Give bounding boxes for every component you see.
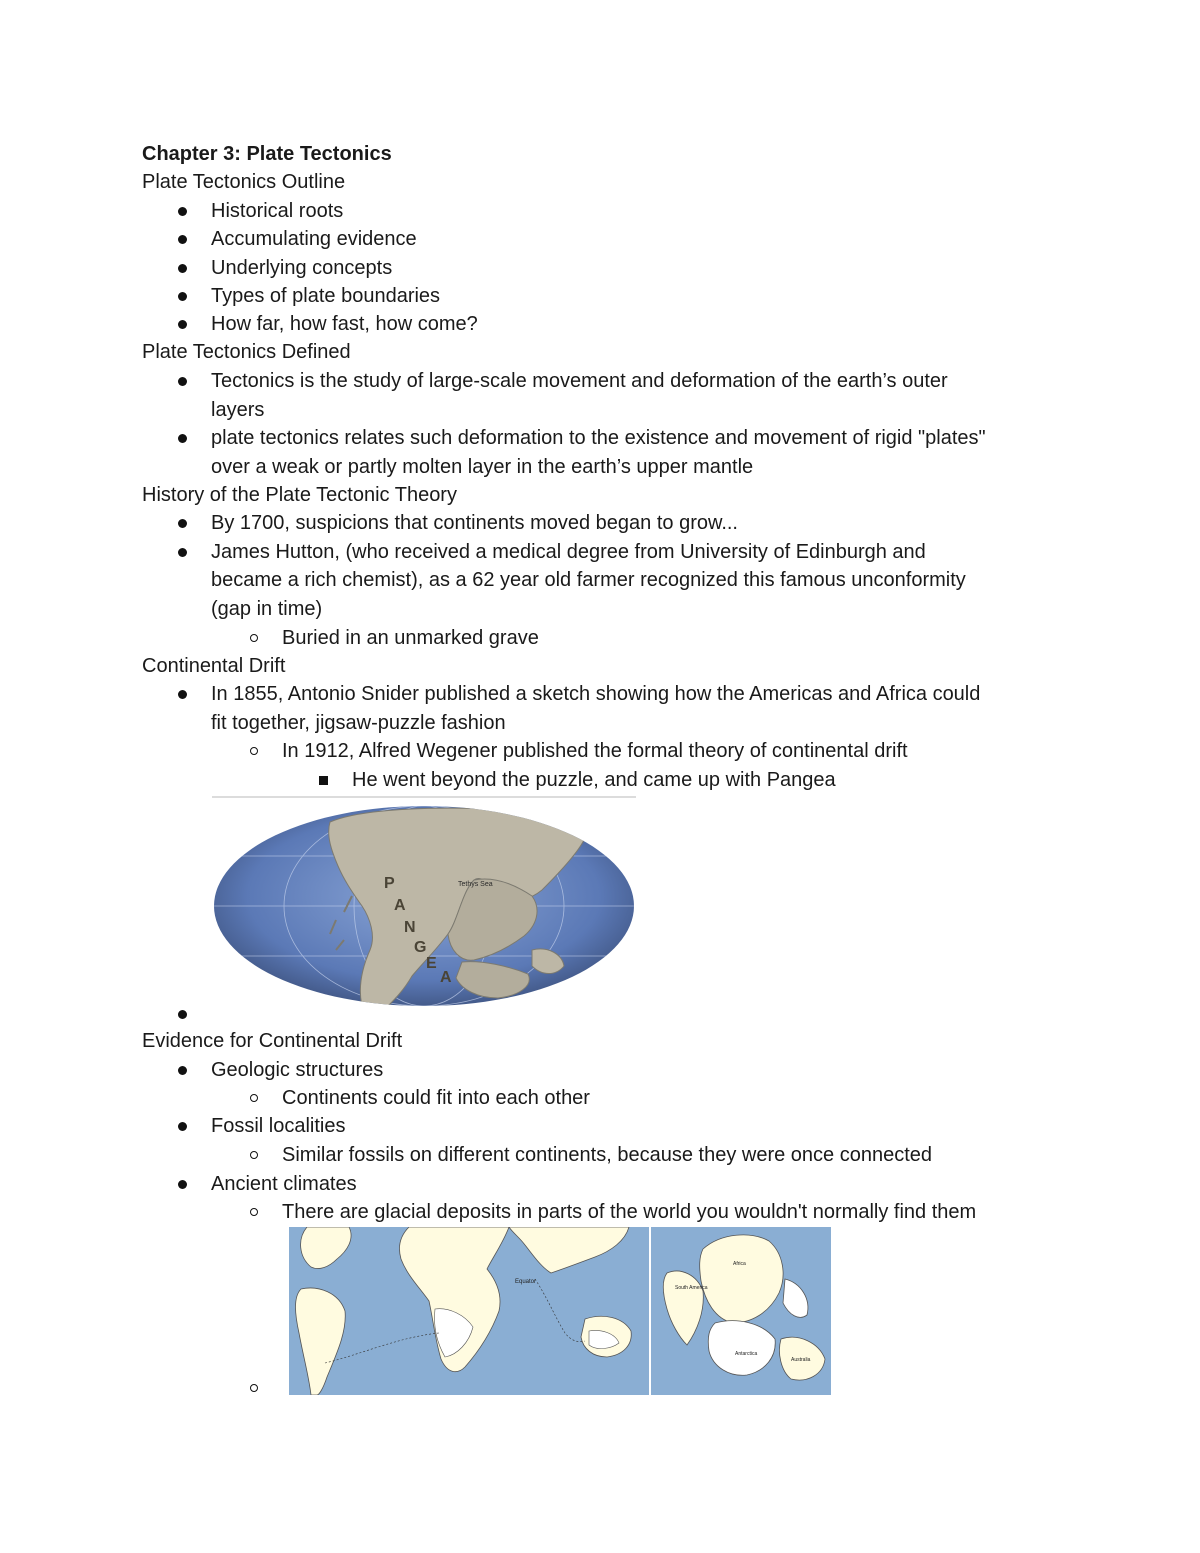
bullet-icon bbox=[178, 264, 187, 273]
sub-bullet-icon bbox=[250, 747, 258, 755]
bullet-icon bbox=[178, 434, 187, 443]
africa-label: Africa bbox=[733, 1261, 746, 1267]
equator-label: Equator bbox=[515, 1279, 537, 1285]
bullet-icon bbox=[178, 690, 187, 699]
antarctica-label: Antarctica bbox=[735, 1351, 758, 1357]
bullet-icon bbox=[178, 207, 187, 216]
section-heading-drift: Continental Drift bbox=[142, 655, 286, 677]
sub-bullet-icon bbox=[250, 634, 258, 642]
pangea-letter: G bbox=[414, 939, 427, 956]
bullet-icon bbox=[178, 519, 187, 528]
drift-item-1-line-2: fit together, jigsaw-puzzle fashion bbox=[211, 712, 506, 734]
sub-bullet-icon bbox=[250, 1384, 258, 1392]
bullet-icon bbox=[178, 1010, 187, 1019]
section-heading-history: History of the Plate Tectonic Theory bbox=[142, 484, 457, 506]
bullet-icon bbox=[178, 377, 187, 386]
outline-item: Accumulating evidence bbox=[211, 228, 417, 250]
evidence-item-1: Geologic structures bbox=[211, 1059, 384, 1081]
sub-bullet-icon bbox=[250, 1208, 258, 1216]
glacial-deposits-world-map bbox=[289, 1227, 649, 1395]
history-item-1: By 1700, suspicions that continents moved began to grow... bbox=[211, 512, 738, 534]
defined-item-2-line-2: over a weak or partly molten layer in the earth’s upper mantle bbox=[211, 456, 754, 478]
south-america-label: South America bbox=[675, 1285, 708, 1291]
history-item-2-line-3: (gap in time) bbox=[211, 598, 323, 620]
section-heading-defined: Plate Tectonics Defined bbox=[142, 341, 351, 363]
evidence-item-3: Ancient climates bbox=[211, 1173, 357, 1195]
outline-item: Underlying concepts bbox=[211, 257, 393, 279]
evidence-item-2: Fossil localities bbox=[211, 1115, 346, 1137]
pangea-map-image bbox=[212, 800, 636, 1006]
defined-item-1-line-2: layers bbox=[211, 399, 265, 421]
bullet-icon bbox=[178, 548, 187, 557]
drift-sub-item: In 1912, Alfred Wegener published the formal theory of continental drift bbox=[282, 740, 908, 762]
bullet-icon bbox=[178, 1180, 187, 1189]
pangea-letter: E bbox=[426, 955, 437, 972]
evidence-item-1-sub: Continents could fit into each other bbox=[282, 1087, 590, 1109]
defined-item-2-line-1: plate tectonics relates such deformation to the existence and movement of rigid "plates" bbox=[211, 427, 986, 449]
figure-divider bbox=[212, 796, 636, 798]
sub-bullet-icon bbox=[250, 1094, 258, 1102]
australia-label: Australia bbox=[791, 1357, 811, 1363]
drift-item-1-line-1: In 1855, Antonio Snider published a sketch showing how the Americas and Africa could bbox=[211, 683, 981, 705]
chapter-title: Chapter 3: Plate Tectonics bbox=[142, 143, 392, 165]
outline-item: Historical roots bbox=[211, 200, 344, 222]
tethys-sea-label: Tethys Sea bbox=[458, 881, 493, 888]
bullet-icon bbox=[178, 292, 187, 301]
drift-sub-sub-item: He went beyond the puzzle, and came up with Pangea bbox=[352, 769, 836, 791]
section-heading-evidence: Evidence for Continental Drift bbox=[142, 1030, 403, 1052]
history-item-2-line-1: James Hutton, (who received a medical degree from University of Edinburgh and bbox=[211, 541, 926, 563]
bullet-icon bbox=[178, 320, 187, 329]
defined-item-1-line-1: Tectonics is the study of large-scale movement and deformation of the earth’s outer bbox=[211, 370, 948, 392]
bullet-icon bbox=[178, 1066, 187, 1075]
pangea-letter: N bbox=[404, 919, 416, 936]
bullet-icon bbox=[178, 1122, 187, 1131]
section-heading-outline: Plate Tectonics Outline bbox=[142, 171, 346, 193]
pangea-letter: A bbox=[440, 969, 452, 986]
history-item-2-line-2: became a rich chemist), as a 62 year old farmer recognized this famous unconformity bbox=[211, 569, 966, 591]
bullet-icon bbox=[178, 235, 187, 244]
sub-bullet-icon bbox=[250, 1151, 258, 1159]
evidence-item-2-sub: Similar fossils on different continents, because they were once connected bbox=[282, 1144, 932, 1166]
evidence-item-3-sub: There are glacial deposits in parts of the world you wouldn't normally find them bbox=[282, 1201, 977, 1223]
outline-item: Types of plate boundaries bbox=[211, 285, 441, 307]
history-sub-item: Buried in an unmarked grave bbox=[282, 627, 539, 649]
glacial-deposits-gondwana-map bbox=[651, 1227, 831, 1395]
pangea-letter: P bbox=[384, 875, 395, 892]
outline-item: How far, how fast, how come? bbox=[211, 313, 478, 335]
pangea-letter: A bbox=[394, 897, 406, 914]
square-bullet-icon bbox=[319, 776, 328, 785]
